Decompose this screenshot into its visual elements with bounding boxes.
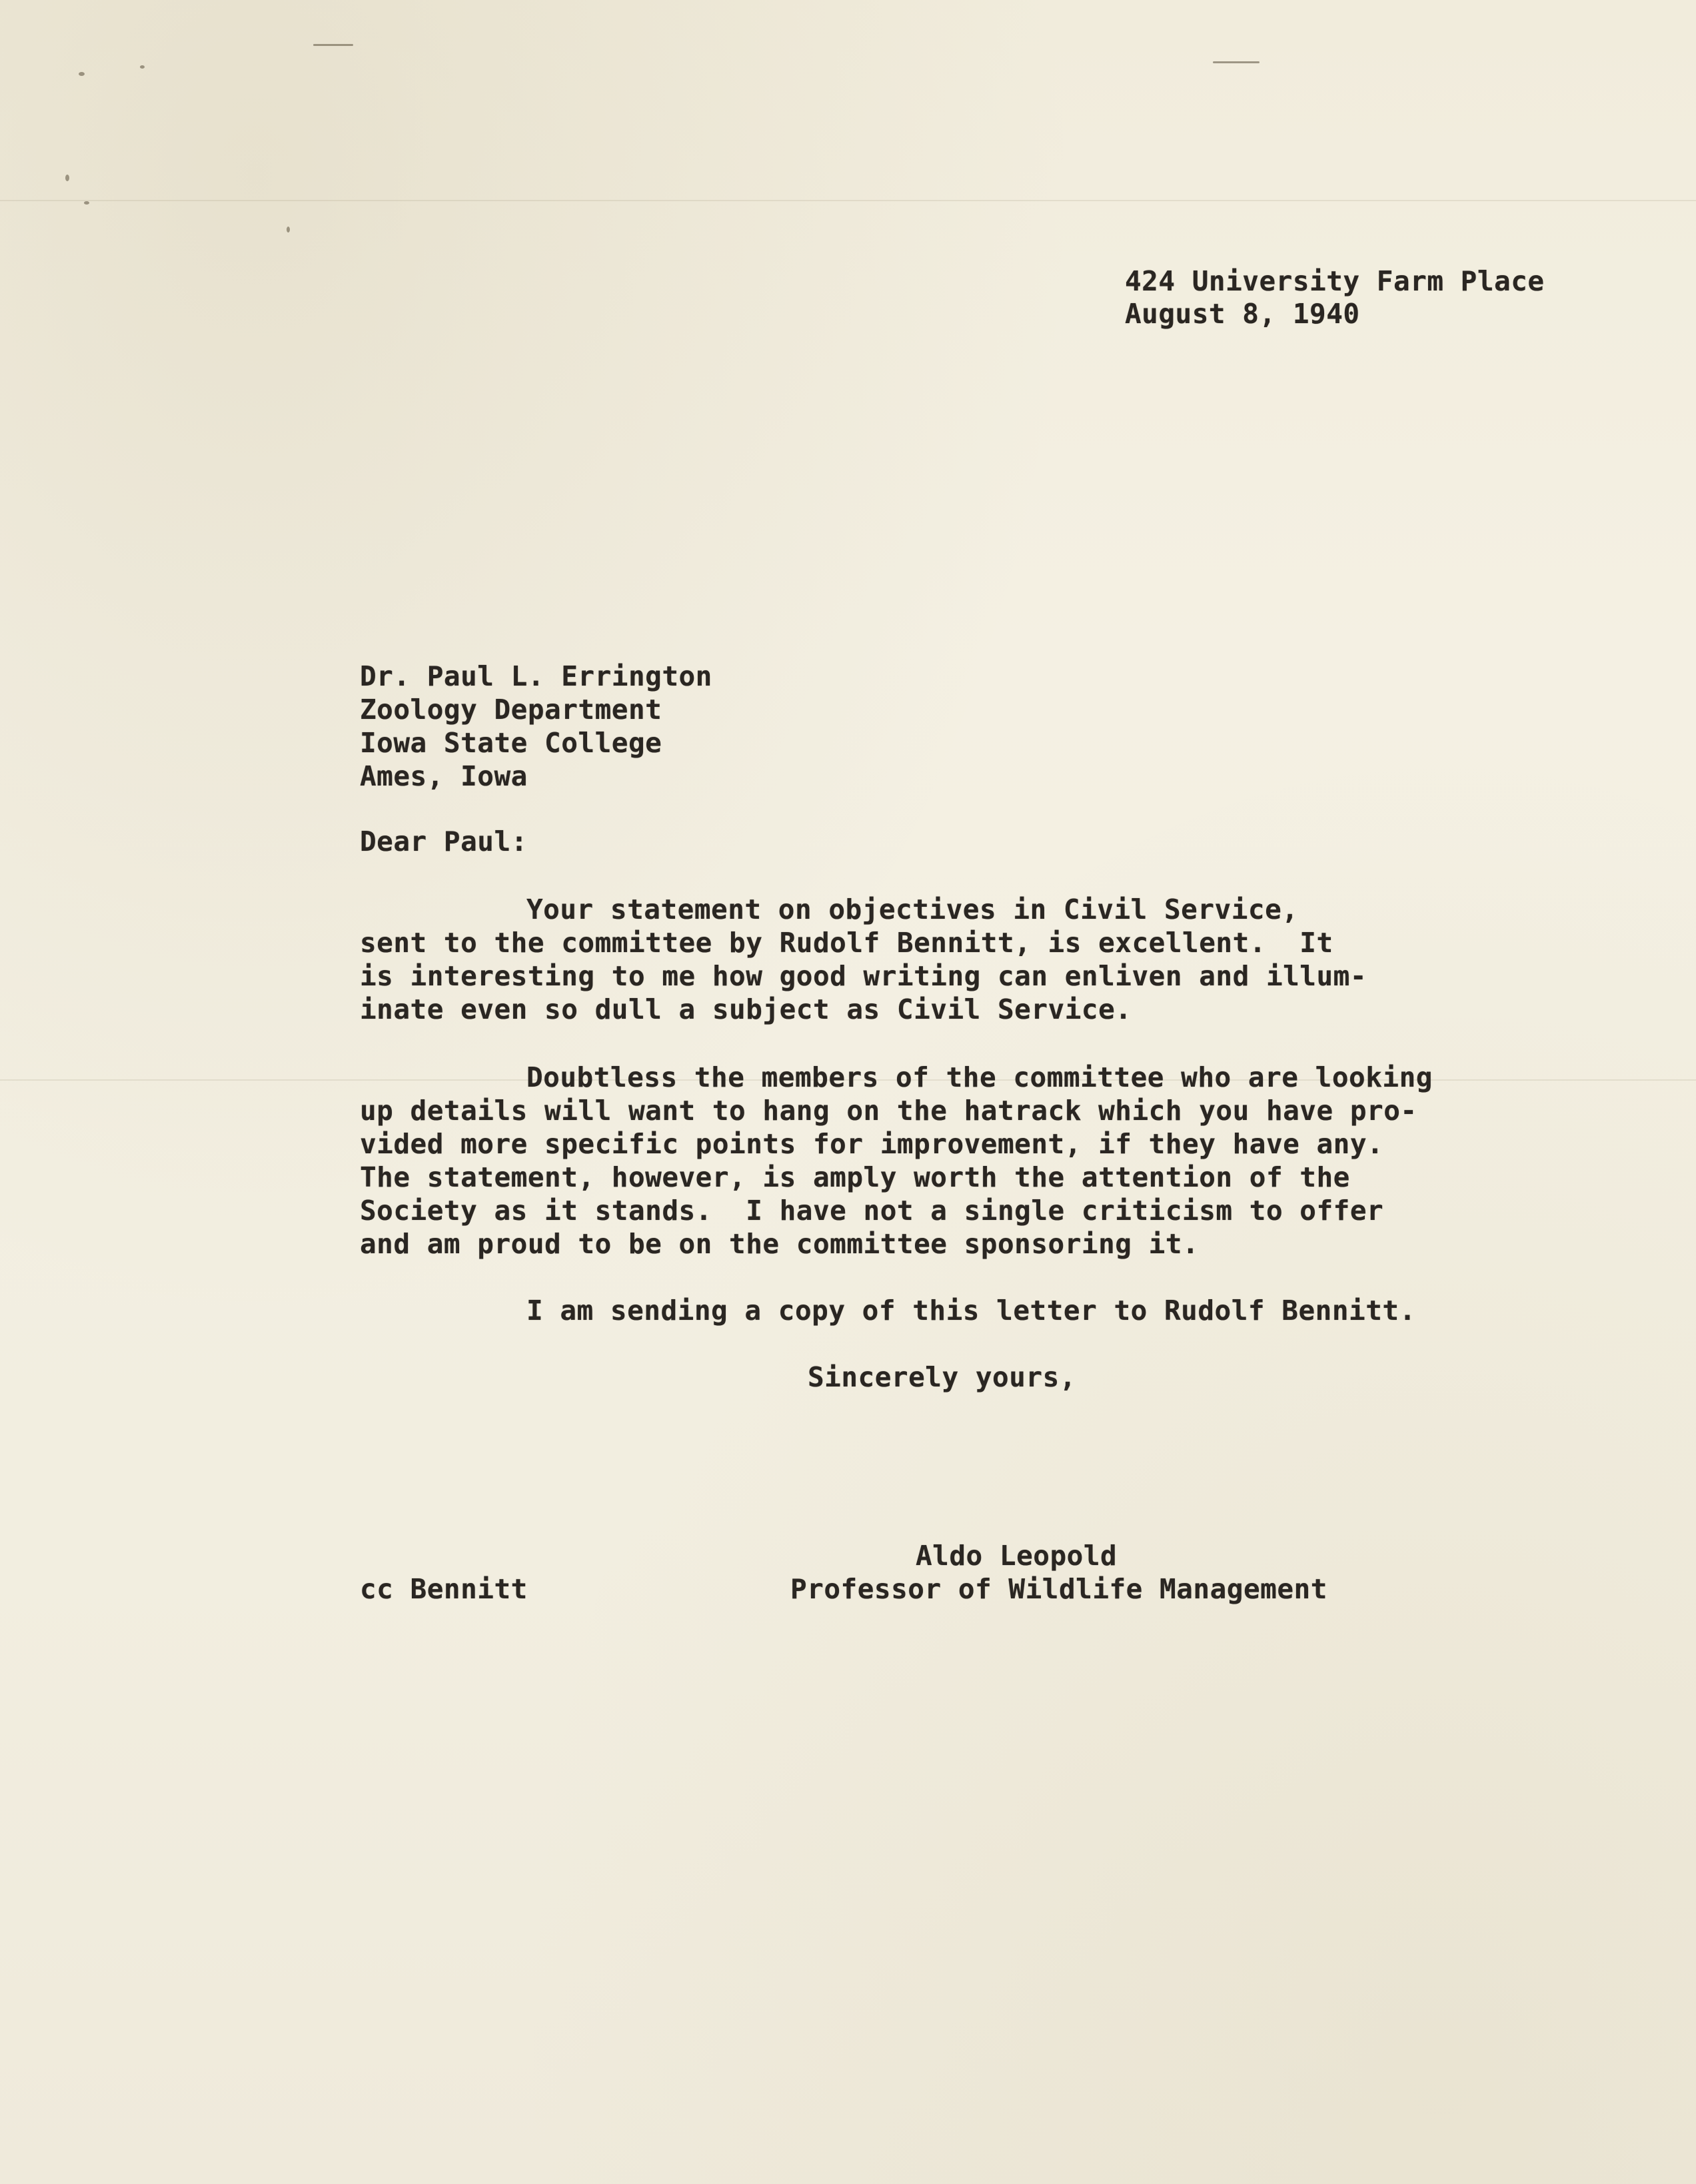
paragraph-line: Society as it stands. I have not a single criticism to offer — [360, 1195, 1384, 1227]
return-address: 424 University Farm Place — [1125, 265, 1545, 297]
recipient-name: Dr. Paul L. Errington — [360, 660, 712, 692]
paragraph-line: is interesting to me how good writing can enliven and illum- — [360, 960, 1367, 992]
cc-line: cc Bennitt — [360, 1573, 528, 1605]
paragraph-line: inate even so dull a subject as Civil Service. — [360, 993, 1132, 1025]
recipient-department: Zoology Department — [360, 694, 662, 726]
recipient-city: Ames, Iowa — [360, 760, 528, 792]
paper-speck — [287, 227, 290, 233]
paragraph-line: and am proud to be on the committee sponsoring it. — [360, 1228, 1200, 1260]
paper-speck — [313, 44, 353, 46]
paragraph-line: Your statement on objectives in Civil Service, — [526, 893, 1299, 925]
signer-name: Aldo Leopold — [916, 1540, 1118, 1572]
paragraph-line: I am sending a copy of this letter to Rudolf Bennitt. — [526, 1295, 1416, 1327]
salutation: Dear Paul: — [360, 825, 528, 857]
paper-speck — [65, 175, 69, 181]
paper-speck — [1213, 61, 1260, 63]
recipient-institution: Iowa State College — [360, 727, 662, 759]
paper-fold-line — [0, 200, 1696, 201]
paragraph-line: vided more specific points for improvement, if they have any. — [360, 1128, 1384, 1160]
paper-speck — [79, 72, 85, 76]
paper-speck — [140, 65, 145, 69]
paragraph-line: up details will want to hang on the hatrack which you have pro- — [360, 1095, 1417, 1127]
paper-speck — [84, 201, 89, 205]
closing: Sincerely yours, — [808, 1361, 1076, 1393]
letter-date: August 8, 1940 — [1125, 298, 1360, 330]
paragraph-line: Doubtless the members of the committee who are looking — [526, 1061, 1433, 1093]
signer-title: Professor of Wildlife Management — [790, 1573, 1327, 1605]
paragraph-line: sent to the committee by Rudolf Bennitt, is excellent. It — [360, 927, 1333, 959]
paragraph-line: The statement, however, is amply worth the attention of the — [360, 1161, 1350, 1193]
